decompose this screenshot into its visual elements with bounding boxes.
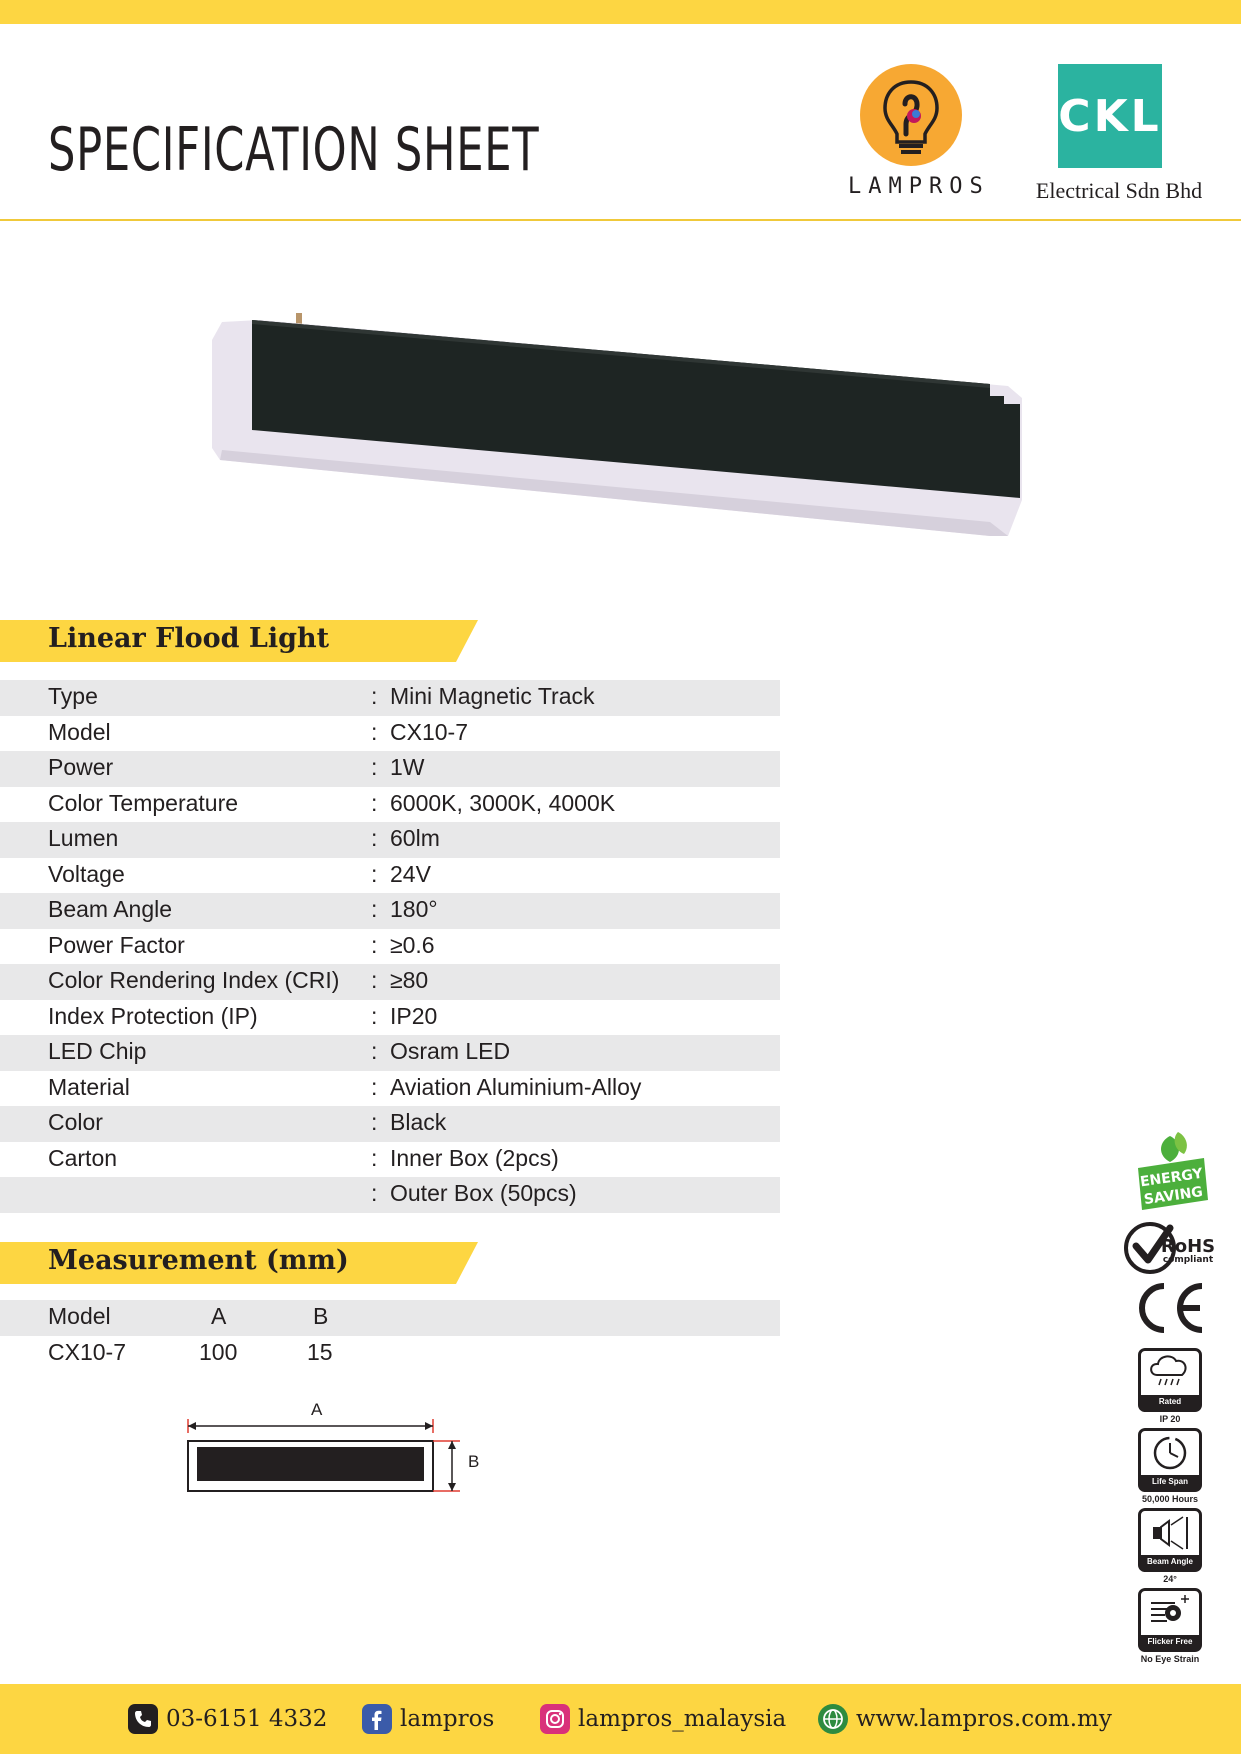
flicker-free-badge [1120,1588,1220,1664]
spec-value: Mini Magnetic Track [390,683,595,709]
spec-row [0,1000,780,1036]
measurement-section-heading: Measurement (mm) [48,1245,349,1276]
spec-value: Aviation Aluminium-Alloy [390,1073,642,1100]
dimension-label-a: A [311,1400,323,1419]
spec-colon: : [371,1180,378,1206]
spec-label: Model [48,718,111,745]
spec-colon: : [371,683,378,709]
beam-angle-icon [1141,1511,1199,1555]
measurement-header-row [0,1300,780,1336]
energy-saving-icon [1128,1130,1212,1214]
measurement-header-model: Model [48,1303,111,1329]
measurement-model: CX10-7 [48,1338,126,1365]
spec-label: Index Protection (IP) [48,1002,258,1029]
beam-angle-inner-label: Beam Angle [1141,1555,1199,1569]
spec-colon: : [371,967,378,993]
spec-row [0,680,780,716]
spec-colon: : [371,931,378,958]
energy-saving-line1: ENERGY [1139,1165,1204,1191]
spec-colon: : [371,860,378,887]
footer-website-text: www.lampros.com.my [856,1706,1112,1732]
spec-label: Type [48,683,98,709]
globe-icon [818,1704,848,1734]
measurement-header-b: B [313,1303,329,1329]
lampros-logo-circle [860,64,962,166]
lifespan-badge [1120,1428,1220,1504]
spec-row [0,751,780,787]
measurement-b: 15 [307,1338,333,1365]
spec-value: Inner Box (2pcs) [390,1144,559,1171]
spec-row [0,787,780,823]
dimension-diagram [180,1395,500,1505]
lampros-logo-text: LAMPROS [848,174,990,199]
spec-colon: : [371,789,378,816]
spec-value: Outer Box (50pcs) [390,1180,577,1206]
lifespan-caption: 50,000 Hours [1141,1494,1199,1504]
energy-saving-line2: SAVING [1143,1183,1204,1209]
spec-label: Material [48,1073,130,1100]
spec-row [0,929,780,965]
beam-angle-badge [1120,1508,1220,1584]
page-title: SPECIFICATION SHEET [48,115,540,185]
spec-colon: : [371,1073,378,1100]
footer-instagram-text: lampros_malaysia [578,1706,787,1732]
measurement-row [0,1336,780,1372]
footer-facebook-text: lampros [400,1706,495,1732]
cloud-rain-icon [1141,1351,1199,1395]
ckl-logo [1024,64,1214,204]
footer-facebook[interactable] [362,1700,494,1738]
eye-icon [1141,1591,1199,1635]
footer-website[interactable] [818,1700,1112,1738]
spec-row [0,1035,780,1071]
dimension-label-b: B [468,1452,480,1471]
spec-value: 60lm [390,825,440,851]
instagram-icon [540,1704,570,1734]
phone-icon [128,1704,158,1734]
spec-value: CX10-7 [390,718,468,745]
spec-colon: : [371,896,378,922]
spec-colon: : [371,1002,378,1029]
measurement-table [0,1300,780,1371]
spec-label: Color Rendering Index (CRI) [48,967,340,993]
spec-label: Color Temperature [48,789,239,816]
spec-colon: : [371,1038,378,1064]
spec-label: Power [48,754,114,780]
spec-value: 6000K, 3000K, 4000K [390,789,616,816]
spec-value: 180° [390,896,438,922]
spec-value: ≥80 [390,967,429,993]
measurement-section-banner [0,1242,478,1284]
spec-value: 1W [390,754,425,780]
spec-row [0,822,780,858]
spec-row [0,1142,780,1178]
header-divider [0,219,1241,221]
rohs-icon [1124,1220,1216,1276]
spec-label: LED Chip [48,1038,147,1064]
ckl-subtitle: Electrical Sdn Bhd [1035,178,1203,203]
rohs-text: RoHS [1160,1236,1216,1257]
spec-table [0,680,780,1213]
spec-value: IP20 [390,1002,438,1029]
spec-value: ≥0.6 [390,931,435,958]
spec-label: Voltage [48,860,125,887]
spec-colon: : [371,825,378,851]
spec-row [0,1177,780,1213]
spec-value: Black [390,1109,447,1135]
spec-row [0,716,780,752]
ip-rating-badge [1120,1348,1220,1424]
spec-row [0,1071,780,1107]
spec-label: Carton [48,1144,118,1171]
lampros-logo [848,62,990,202]
product-section-heading: Linear Flood Light [48,623,330,654]
flicker-free-caption: No Eye Strain [1140,1654,1200,1664]
spec-row [0,1106,780,1142]
spec-colon: : [371,754,378,780]
spec-label: Power Factor [48,931,185,958]
ce-badge [1120,1280,1220,1341]
spec-row [0,893,780,929]
flicker-free-inner-label: Flicker Free [1141,1635,1199,1649]
rohs-badge [1120,1220,1220,1281]
spec-colon: : [371,1144,378,1171]
ip-rating-caption: IP 20 [1159,1414,1181,1424]
footer-phone-text: 03-6151 4332 [166,1706,328,1732]
energy-saving-badge [1120,1130,1220,1219]
beam-angle-caption: 24° [1163,1574,1177,1584]
spec-value: Osram LED [390,1038,511,1064]
spec-label: Color [48,1109,103,1135]
clock-icon [1141,1431,1199,1475]
product-section-banner [0,620,478,662]
ce-icon [1130,1280,1210,1336]
footer-instagram[interactable] [540,1700,786,1738]
spec-label: Beam Angle [48,896,173,922]
measurement-header-a: A [211,1303,227,1329]
spec-row [0,858,780,894]
spec-label: Lumen [48,825,119,851]
footer-phone[interactable] [128,1700,327,1738]
ckl-logo-box: CKL [1058,64,1162,168]
ip-rating-inner-label: Rated [1141,1395,1199,1409]
spec-colon: : [371,718,378,745]
lifespan-inner-label: Life Span [1141,1475,1199,1489]
spec-colon: : [371,1109,378,1135]
measurement-a: 100 [199,1338,238,1365]
bulb-icon [860,64,962,166]
product-image [200,300,1030,550]
spec-row [0,964,780,1000]
spec-value: 24V [390,860,431,887]
top-accent-bar [0,0,1241,24]
rohs-subtext: compliant [1162,1255,1214,1265]
facebook-icon [362,1704,392,1734]
footer-bar [0,1684,1241,1754]
